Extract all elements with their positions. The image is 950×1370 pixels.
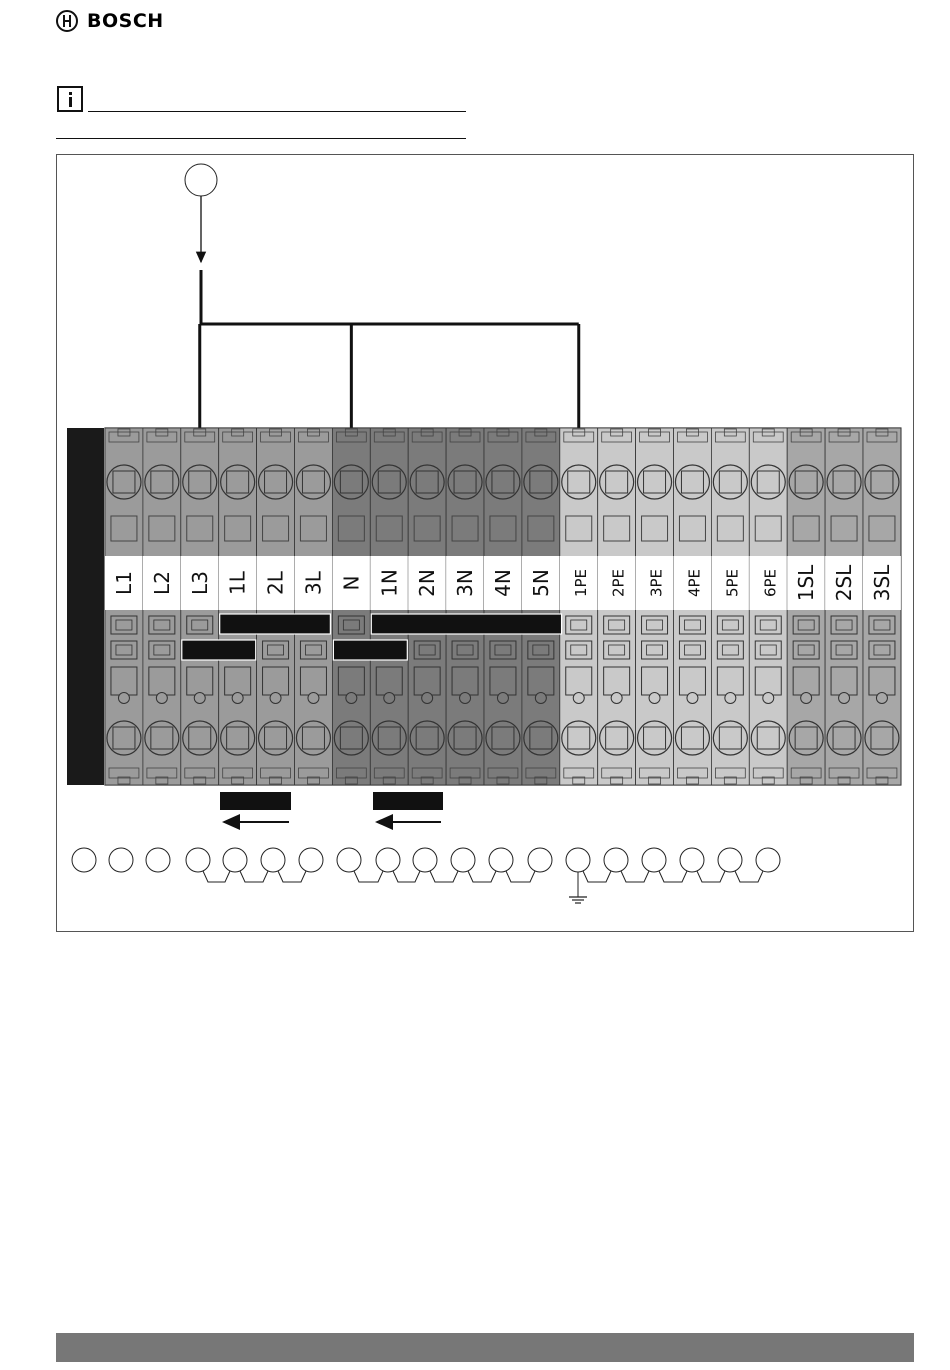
terminal-test-point	[573, 693, 584, 704]
bridge-jumper	[333, 640, 407, 660]
terminal-2sl	[825, 428, 863, 785]
terminal-4pe	[674, 428, 712, 785]
terminal-label: 3L	[301, 571, 326, 595]
terminal-callout-circle	[756, 848, 780, 872]
terminal-callout-circle	[489, 848, 513, 872]
terminal-label: 1SL	[794, 564, 819, 602]
bridge-jumper	[220, 614, 331, 634]
terminal-callout-circle	[299, 848, 323, 872]
terminal-test-point	[497, 693, 508, 704]
terminal-test-point	[839, 693, 850, 704]
terminal-callout-circle	[146, 848, 170, 872]
terminal-callout-circle	[337, 848, 361, 872]
terminal-label: 2SL	[832, 564, 857, 602]
terminal-6pe	[749, 428, 787, 785]
terminal-label: 1PE	[571, 568, 590, 598]
terminal-callout-circle	[566, 848, 590, 872]
terminal-test-point	[535, 693, 546, 704]
terminal-callout-circle	[451, 848, 475, 872]
terminal-callout-circle	[72, 848, 96, 872]
terminal-callout-circle	[528, 848, 552, 872]
terminal-test-point	[156, 693, 167, 704]
terminal-label: L1	[111, 571, 136, 595]
footer-bar	[56, 1333, 914, 1362]
terminal-5n	[522, 428, 560, 785]
bridge-link-pe	[583, 871, 763, 882]
terminal-2pe	[598, 428, 636, 785]
terminal-test-point	[270, 693, 281, 704]
terminal-label: L2	[149, 571, 174, 595]
terminal-label: 5PE	[723, 568, 742, 598]
terminal-callout-circle	[642, 848, 666, 872]
jumper-indicator-bar	[220, 792, 291, 810]
terminal-3n	[446, 428, 484, 785]
terminal-l1	[105, 428, 143, 785]
bridge-link-n	[354, 871, 535, 882]
terminal-test-point	[725, 693, 736, 704]
terminal-label: 4N	[490, 569, 515, 597]
terminal-1pe	[560, 428, 598, 785]
terminal-label: 5N	[528, 569, 553, 597]
mounting-rail	[67, 428, 104, 785]
terminal-test-point	[611, 693, 622, 704]
terminal-callout-circle	[413, 848, 437, 872]
terminal-label: 3N	[453, 569, 478, 597]
terminal-test-point	[308, 693, 319, 704]
bridge-jumper	[371, 614, 561, 634]
terminal-1sl	[787, 428, 825, 785]
terminal-label: N	[339, 575, 364, 591]
terminal-3pe	[636, 428, 674, 785]
terminal-1l	[219, 428, 257, 785]
terminal-callout-circle	[718, 848, 742, 872]
bridge-jumper	[182, 640, 256, 660]
terminal-label: L3	[187, 571, 212, 595]
terminal-label: 4PE	[685, 568, 704, 598]
terminal-callout-circle	[109, 848, 133, 872]
terminal-label: 3PE	[647, 568, 666, 598]
terminal-2n	[408, 428, 446, 785]
terminal-test-point	[649, 693, 660, 704]
terminal-1n	[370, 428, 408, 785]
terminal-label: 6PE	[761, 568, 780, 598]
terminal-label: 2PE	[609, 568, 628, 598]
supply-callout-circle	[185, 164, 217, 196]
terminal-4n	[484, 428, 522, 785]
terminal-l3	[181, 428, 219, 785]
bridge-link-l	[203, 871, 306, 882]
terminal-label: 1N	[377, 569, 402, 597]
terminal-2l	[257, 428, 295, 785]
terminal-label: 2L	[263, 571, 288, 595]
terminal-test-point	[801, 693, 812, 704]
terminal-label: 2N	[415, 569, 440, 597]
terminal-test-point	[460, 693, 471, 704]
terminal-callout-circle	[376, 848, 400, 872]
terminal-label: 3SL	[869, 564, 894, 602]
jumper-indicator-bar	[373, 792, 443, 810]
terminal-test-point	[422, 693, 433, 704]
terminal-callout-circle	[186, 848, 210, 872]
terminal-callout-circle	[223, 848, 247, 872]
terminal-3sl	[863, 428, 901, 785]
terminal-test-point	[876, 693, 887, 704]
terminal-n	[332, 428, 370, 785]
terminal-test-point	[232, 693, 243, 704]
terminal-l2	[143, 428, 181, 785]
terminal-label: 1L	[225, 571, 250, 595]
terminal-callout-circle	[261, 848, 285, 872]
terminal-callout-circle	[680, 848, 704, 872]
terminal-test-point	[384, 693, 395, 704]
terminal-5pe	[711, 428, 749, 785]
terminal-3l	[295, 428, 333, 785]
terminal-test-point	[687, 693, 698, 704]
terminal-test-point	[194, 693, 205, 704]
terminal-test-point	[118, 693, 129, 704]
terminal-test-point	[763, 693, 774, 704]
terminal-test-point	[346, 693, 357, 704]
brand-name: BOSCH	[87, 10, 164, 32]
terminal-callout-circle	[604, 848, 628, 872]
